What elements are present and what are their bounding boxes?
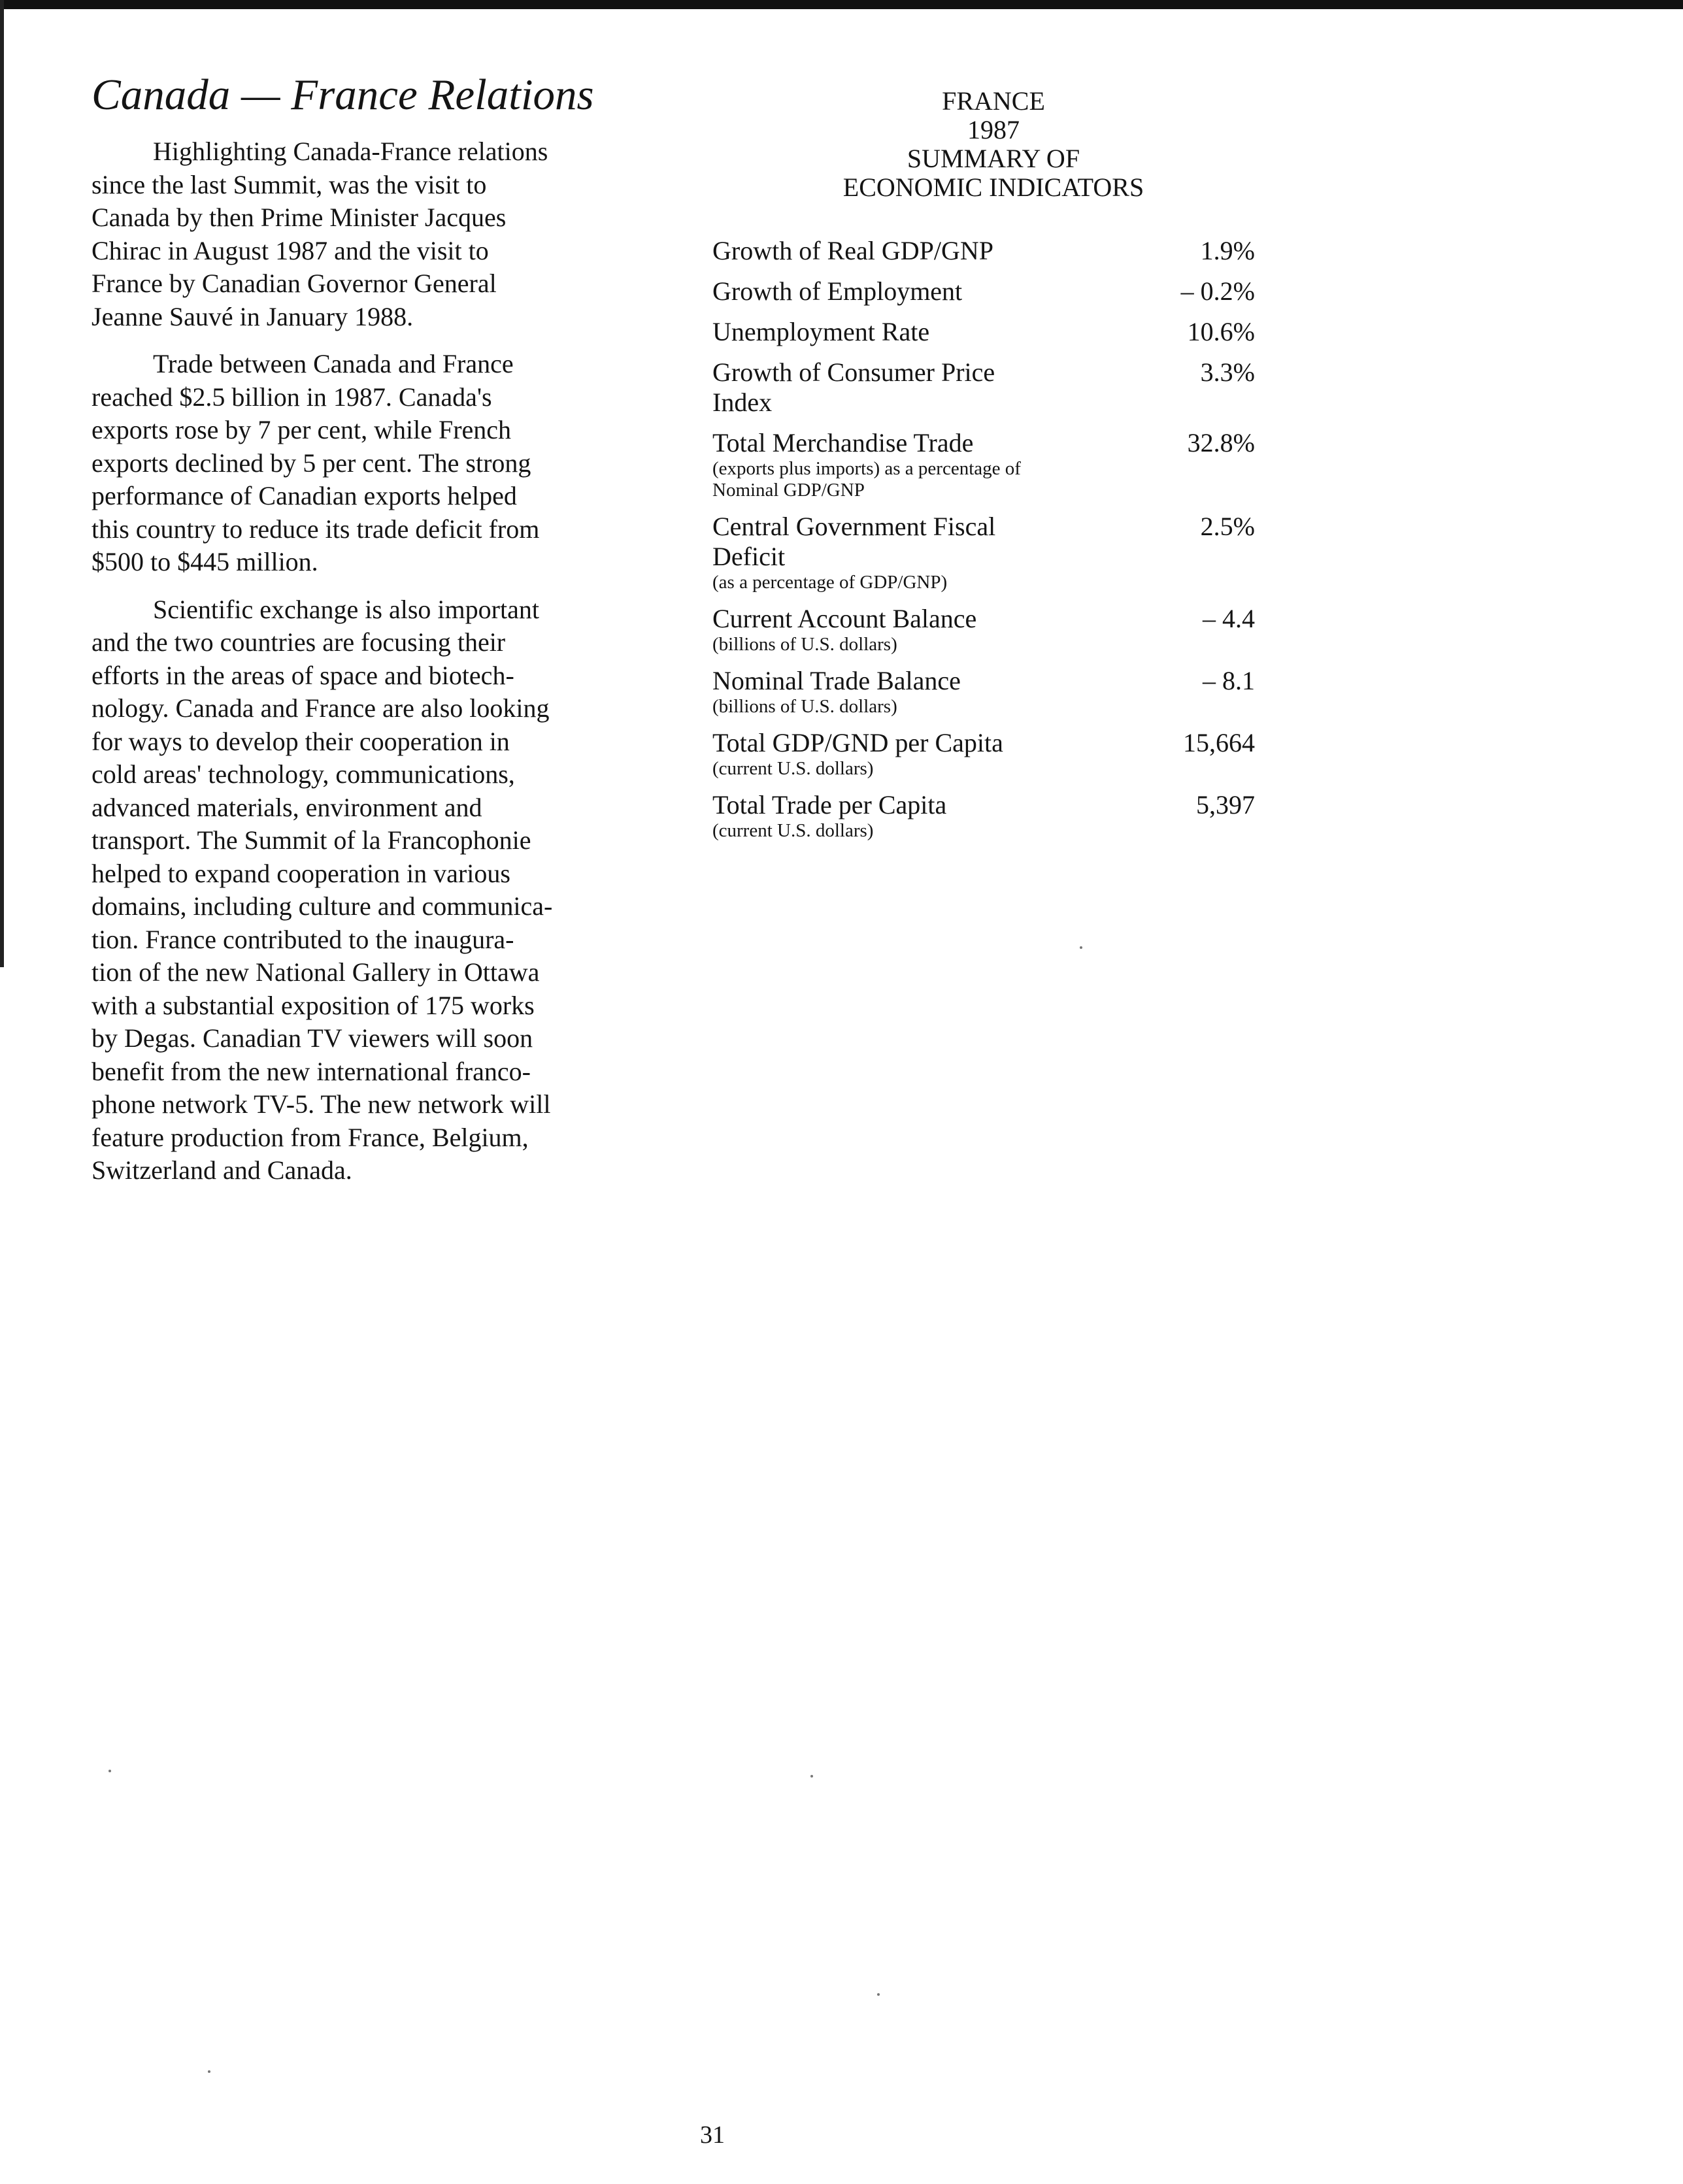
- indicator-label: Central Government Fiscal Deficit: [712, 512, 996, 571]
- left-border: [0, 0, 4, 967]
- scan-speck: [108, 1770, 111, 1772]
- indicator-note: (billions of U.S. dollars): [712, 696, 897, 717]
- indicator-row: [712, 317, 1281, 347]
- indicator-value: – 0.2%: [1180, 276, 1255, 306]
- article-paragraph-1: Highlighting Canada-France relations since the last Summit, was the visit to Canada by then Prime Minister Jacques Chirac in August 1987 and the visit to France by Canadian Governor General Jeanne Sauvé in January 1988.: [92, 137, 548, 331]
- indicator-value: – 8.1: [1203, 666, 1255, 695]
- indicator-row: [712, 428, 1281, 501]
- indicator-row: [712, 236, 1281, 266]
- indicator-label: Current Account Balance: [712, 604, 977, 633]
- summary-heading-line-4: ECONOMIC INDICATORS: [842, 173, 1144, 202]
- indicator-row: [712, 790, 1281, 842]
- indicator-value: 3.3%: [1200, 357, 1255, 387]
- indicator-note: (as a percentage of GDP/GNP): [712, 572, 948, 593]
- indicator-label: Total GDP/GND per Capita: [712, 728, 1003, 757]
- indicator-value: – 4.4: [1203, 604, 1255, 633]
- indicator-row: [712, 357, 1281, 418]
- scan-speck: [208, 2070, 210, 2073]
- indicator-value: 15,664: [1183, 728, 1255, 757]
- scan-speck: [1080, 946, 1082, 949]
- article-column: [92, 69, 660, 1202]
- article-paragraph-3: Scientific exchange is also important and the two countries are focusing their efforts in the areas of space and biotech- nology. Canada and France are also looking for ways to develop their cooperation in cold areas' technology, communications, advanced materials, environment and transport. The Summit of la Francophonie helped to expand cooperation in various domains, including culture and communica- tion. France contributed to the inaugura- tion of the new National Gallery in Ottawa with a substantial exposition of 175 works by Degas. Canadian TV viewers will soon benefit from the new international franco- phone network TV-5. The new network will feature production from France, Belgium, Switzerland and Canada.: [92, 594, 553, 1185]
- indicator-label: Growth of Real GDP/GNP: [712, 236, 993, 265]
- summary-heading-line-3: SUMMARY OF: [907, 144, 1080, 173]
- page-number: 31: [700, 2121, 725, 2149]
- indicator-label: Unemployment Rate: [712, 317, 930, 346]
- article-title: Canada — France Relations: [92, 71, 594, 119]
- indicator-note: (exports plus imports) as a percentage of Nominal GDP/GNP: [712, 458, 1021, 501]
- indicator-label: Growth of Consumer Price Index: [712, 357, 995, 417]
- indicator-row: [712, 276, 1281, 306]
- indicator-value: 2.5%: [1200, 512, 1255, 541]
- indicator-row: [712, 604, 1281, 655]
- scan-speck: [810, 1775, 813, 1778]
- economic-indicators-panel: [712, 87, 1281, 852]
- indicator-value: 32.8%: [1187, 428, 1255, 457]
- indicator-value: 1.9%: [1200, 236, 1255, 265]
- indicator-note: (current U.S. dollars): [712, 758, 874, 779]
- summary-heading-year: 1987: [967, 115, 1020, 144]
- summary-heading-country: FRANCE: [942, 86, 1045, 116]
- indicator-row: [712, 728, 1281, 780]
- indicator-note: (current U.S. dollars): [712, 820, 874, 841]
- indicator-label: Nominal Trade Balance: [712, 666, 961, 695]
- scan-speck: [877, 1993, 880, 1996]
- indicator-label: Growth of Employment: [712, 276, 963, 306]
- indicator-label: Total Merchandise Trade: [712, 428, 974, 457]
- indicator-table: [712, 236, 1281, 842]
- indicator-value: 5,397: [1196, 790, 1255, 819]
- article-paragraph-2: Trade between Canada and France reached $2.5 billion in 1987. Canada's exports rose by 7 per cent, while French exports declined by 5 per cent. The strong performance of Canadian exports helped this country to reduce its trade deficit from $500 to $445 million.: [92, 349, 540, 576]
- indicator-note: (billions of U.S. dollars): [712, 634, 897, 655]
- indicator-row: [712, 512, 1281, 593]
- summary-heading: [712, 87, 1275, 202]
- indicator-row: [712, 666, 1281, 718]
- indicator-value: 10.6%: [1187, 317, 1255, 346]
- indicator-label: Total Trade per Capita: [712, 790, 947, 819]
- top-border: [0, 0, 1683, 9]
